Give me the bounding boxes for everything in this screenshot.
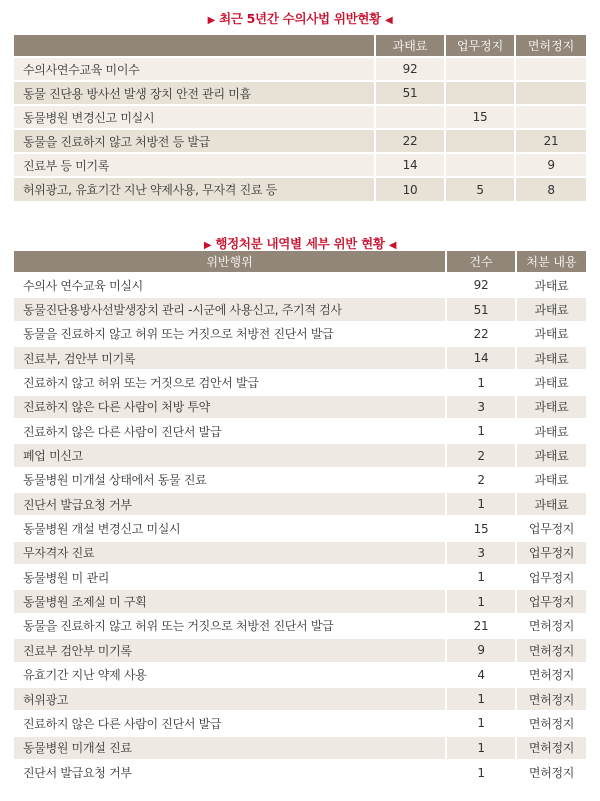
- violation-cell: 진료하지 않은 다른 사람이 진단서 발급: [14, 711, 446, 735]
- column-header: 면허정지: [515, 35, 586, 57]
- value-cell: 1: [446, 687, 516, 711]
- triangle-left-icon: ◀: [388, 240, 397, 251]
- value-cell: 21: [515, 129, 586, 153]
- value-cell: 14: [375, 153, 445, 177]
- table-row: [14, 565, 586, 589]
- value-cell: 과태료: [516, 297, 586, 321]
- column-header: 위반행위: [14, 251, 446, 273]
- value-cell: [515, 81, 586, 105]
- triangle-right-icon: ▶: [203, 240, 212, 251]
- column-header: [14, 35, 375, 57]
- column-header: 건수: [446, 251, 516, 273]
- section2-title: [0, 234, 600, 252]
- table-row: [14, 687, 586, 711]
- value-cell: [445, 81, 515, 105]
- value-cell: 업무정지: [516, 589, 586, 613]
- column-header: 과태료: [375, 35, 445, 57]
- table-row: [14, 177, 586, 201]
- violation-cell: 동물진단용방사선발생장치 관리 -시군에 사용신고, 주기적 검사: [14, 297, 446, 321]
- table-row: [14, 711, 586, 735]
- table-row: [14, 614, 586, 638]
- value-cell: 1: [446, 736, 516, 760]
- value-cell: 14: [446, 346, 516, 370]
- table-row: [14, 516, 586, 540]
- value-cell: 면허정지: [516, 711, 586, 735]
- violation-cell: 동물병원 개설 변경신고 미실시: [14, 516, 446, 540]
- violation-cell: 진단서 발급요청 거부: [14, 492, 446, 516]
- value-cell: 1: [446, 492, 516, 516]
- value-cell: 15: [446, 516, 516, 540]
- value-cell: 1: [446, 370, 516, 394]
- value-cell: [515, 105, 586, 129]
- value-cell: 15: [445, 105, 515, 129]
- value-cell: 과태료: [516, 443, 586, 467]
- violation-cell: 동물 진단용 방사선 발생 장치 안전 관리 미흡: [14, 81, 375, 105]
- table-row: [14, 541, 586, 565]
- value-cell: 면허정지: [516, 614, 586, 638]
- violation-cell: 무자격자 진료: [14, 541, 446, 565]
- violation-cell: 동물병원 미개설 진료: [14, 736, 446, 760]
- violations-5yr-table: [14, 35, 586, 201]
- table-row: [14, 638, 586, 662]
- value-cell: 5: [445, 177, 515, 201]
- value-cell: 면허정지: [516, 638, 586, 662]
- value-cell: 과태료: [516, 273, 586, 297]
- violation-cell: 동물병원 조제실 미 구획: [14, 589, 446, 613]
- value-cell: 92: [446, 273, 516, 297]
- violation-cell: 진료부, 검안부 미기록: [14, 346, 446, 370]
- table-row: [14, 322, 586, 346]
- table-row: [14, 273, 586, 297]
- value-cell: 21: [446, 614, 516, 638]
- value-cell: 4: [446, 663, 516, 687]
- value-cell: 3: [446, 541, 516, 565]
- triangle-left-icon: ◀: [384, 15, 393, 26]
- table-row: [14, 419, 586, 443]
- value-cell: 22: [446, 322, 516, 346]
- section2-title-text: 행정처분 내역별 세부 위반 현황: [215, 236, 385, 251]
- table-row: [14, 129, 586, 153]
- value-cell: 업무정지: [516, 516, 586, 540]
- value-cell: 1: [446, 419, 516, 443]
- column-header: 업무정지: [445, 35, 515, 57]
- table-row: [14, 153, 586, 177]
- value-cell: 3: [446, 395, 516, 419]
- section1-title-text: 최근 5년간 수의사법 위반현황: [219, 11, 381, 26]
- value-cell: [515, 57, 586, 81]
- value-cell: 과태료: [516, 395, 586, 419]
- violation-cell: 허위광고, 유효기간 지난 약제사용, 무자격 진료 등: [14, 177, 375, 201]
- table-row: [14, 589, 586, 613]
- table-header-row: [14, 35, 586, 57]
- table-row: [14, 760, 586, 784]
- table-row: [14, 468, 586, 492]
- table-row: [14, 297, 586, 321]
- table-row: [14, 81, 586, 105]
- violation-cell: 진료부 검안부 미기록: [14, 638, 446, 662]
- value-cell: 2: [446, 443, 516, 467]
- violation-cell: 수의사 연수교육 미실시: [14, 273, 446, 297]
- value-cell: 과태료: [516, 322, 586, 346]
- value-cell: 92: [375, 57, 445, 81]
- value-cell: 과태료: [516, 419, 586, 443]
- value-cell: 1: [446, 760, 516, 784]
- violation-cell: 수의사연수교육 미이수: [14, 57, 375, 81]
- value-cell: [375, 105, 445, 129]
- value-cell: 과태료: [516, 346, 586, 370]
- section1-title: [0, 9, 600, 27]
- violation-detail-table: [14, 251, 586, 784]
- value-cell: 과태료: [516, 492, 586, 516]
- value-cell: 면허정지: [516, 663, 586, 687]
- table-header-row: [14, 251, 586, 273]
- table-row: [14, 105, 586, 129]
- value-cell: 9: [515, 153, 586, 177]
- violation-cell: 동물을 진료하지 않고 허위 또는 거짓으로 처방전 진단서 발급: [14, 614, 446, 638]
- value-cell: 1: [446, 565, 516, 589]
- value-cell: 업무정지: [516, 565, 586, 589]
- violation-cell: 동물을 진료하지 않고 처방전 등 발급: [14, 129, 375, 153]
- value-cell: [445, 129, 515, 153]
- violation-cell: 진료하지 않은 다른 사람이 처방 투약: [14, 395, 446, 419]
- violation-cell: 유효기간 지난 약제 사용: [14, 663, 446, 687]
- violation-cell: 진료부 등 미기록: [14, 153, 375, 177]
- table-row: [14, 663, 586, 687]
- violation-cell: 폐업 미신고: [14, 443, 446, 467]
- value-cell: 9: [446, 638, 516, 662]
- table-row: [14, 492, 586, 516]
- violation-cell: 동물병원 미개설 상태에서 동물 진료: [14, 468, 446, 492]
- value-cell: 면허정지: [516, 736, 586, 760]
- value-cell: 면허정지: [516, 760, 586, 784]
- violation-cell: 동물병원 변경신고 미실시: [14, 105, 375, 129]
- violation-cell: 동물을 진료하지 않고 허위 또는 거짓으로 처방전 진단서 발급: [14, 322, 446, 346]
- value-cell: 2: [446, 468, 516, 492]
- value-cell: 8: [515, 177, 586, 201]
- value-cell: 업무정지: [516, 541, 586, 565]
- violation-cell: 진료하지 않은 다른 사람이 진단서 발급: [14, 419, 446, 443]
- value-cell: 1: [446, 711, 516, 735]
- violation-cell: 진단서 발급요청 거부: [14, 760, 446, 784]
- table-row: [14, 395, 586, 419]
- table-row: [14, 346, 586, 370]
- triangle-right-icon: ▶: [207, 15, 215, 26]
- value-cell: 51: [375, 81, 445, 105]
- value-cell: 51: [446, 297, 516, 321]
- table-row: [14, 736, 586, 760]
- value-cell: 10: [375, 177, 445, 201]
- violation-cell: 진료하지 않고 허위 또는 거짓으로 검안서 발급: [14, 370, 446, 394]
- value-cell: 면허정지: [516, 687, 586, 711]
- value-cell: 과태료: [516, 370, 586, 394]
- violation-cell: 동물병원 미 관리: [14, 565, 446, 589]
- value-cell: 22: [375, 129, 445, 153]
- column-header: 처분 내용: [516, 251, 586, 273]
- value-cell: [445, 153, 515, 177]
- table-row: [14, 57, 586, 81]
- violation-cell: 허위광고: [14, 687, 446, 711]
- table-row: [14, 443, 586, 467]
- value-cell: 1: [446, 589, 516, 613]
- table-row: [14, 370, 586, 394]
- value-cell: 과태료: [516, 468, 586, 492]
- value-cell: [445, 57, 515, 81]
